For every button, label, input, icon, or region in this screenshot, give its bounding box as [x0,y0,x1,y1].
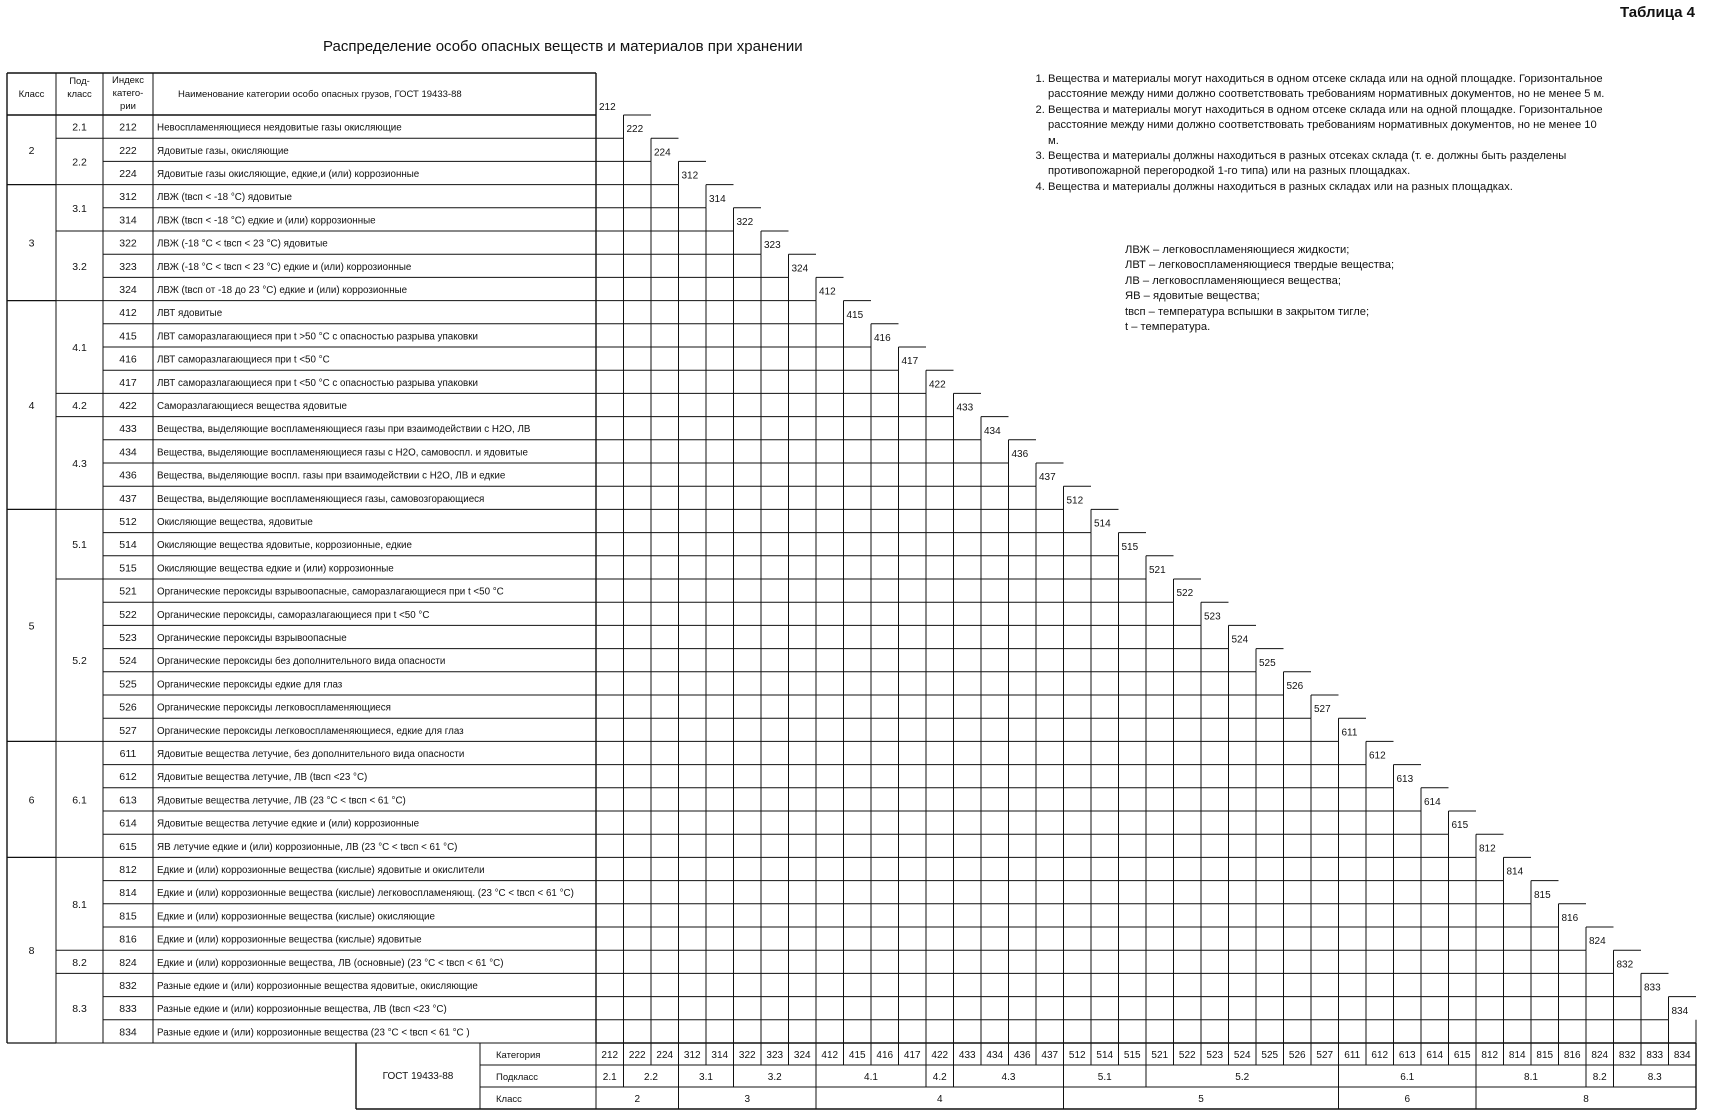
matrix-code-label: 614 [1424,797,1441,808]
footer-category-code: 415 [848,1050,866,1061]
class-label: 3 [28,237,35,250]
category-name: Органические пероксиды легковоспламеняющиеся, едкие для глаз [157,725,464,737]
footer-class-value: 5 [1198,1094,1204,1105]
category-name: ЛВЖ (-18 °С < tвсп < 23 °С) ядовитые [157,238,328,250]
footer-category-code: 323 [766,1050,784,1061]
category-index: 814 [119,887,137,900]
footer-subclass-value: 8.2 [1592,1072,1607,1083]
header-subclass: Под- [69,76,90,87]
category-name: Органические пероксиды взрывоопасные [157,633,347,644]
category-name: Ядовитые газы окисляющие, едкие,и (или) коррозионные [157,169,420,180]
matrix-code-label: 224 [654,147,671,159]
footer-class-label: Класс [496,1094,522,1105]
category-index: 523 [119,632,137,644]
legend-item: ЛВТ – легковоспламеняющиеся твердые вещества; [1125,259,1395,272]
footer-category-code: 514 [1096,1050,1114,1061]
category-index: 314 [119,214,137,227]
category-index: 815 [119,910,137,923]
subclass-label: 8.3 [72,1003,87,1016]
subclass-label: 4.2 [72,400,87,412]
footer-category-code: 815 [1536,1050,1554,1061]
footer-subclass-value: 2.2 [644,1072,658,1083]
category-index: 834 [119,1026,137,1039]
category-index: 524 [119,655,137,668]
header-index: Индекс [112,75,144,86]
note-item: 4. Вещества и материалы должны находиться в разных складах или на разных площадках. [1048,180,1610,195]
notes-block [1030,72,1610,195]
subclass-label: 6.1 [72,794,87,807]
category-name: ЛВТ саморазлагающиеся при t >50 °С с опасностью разрыва упаковки [157,331,479,343]
category-name: ЛВТ саморазлагающиеся при t <50 °С [157,354,330,366]
category-index: 613 [119,794,137,807]
footer-category-code: 832 [1618,1050,1636,1061]
category-index: 833 [119,1003,137,1016]
matrix-code-label: 416 [874,333,891,344]
category-index: 212 [119,121,137,134]
footer-category-label: Категория [496,1050,541,1061]
category-index: 816 [119,933,137,946]
footer-category-code: 436 [1013,1050,1031,1061]
footer-category-code: 524 [1233,1050,1251,1061]
matrix-code-label: 514 [1094,518,1111,530]
footer-category-code: 611 [1344,1050,1361,1061]
category-name: Саморазлагающиеся вещества ядовитые [157,401,347,412]
category-name: ЛВЖ (-18 °С < tвсп < 23 °С) едкие и (или) коррозионные [157,261,412,273]
matrix-code-label: 615 [1451,820,1469,832]
matrix-code-label: 212 [599,102,616,113]
category-name: Органические пероксиды без дополнительного вида опасности [157,656,446,668]
category-name: Вещества, выделяющие воспл. газы при взаимодействии с H2O, ЛВ и едкие [157,470,506,482]
category-index: 812 [119,864,137,876]
category-name: Разные едкие и (или) коррозионные вещества ядовитые, окисляющие [157,981,478,992]
footer-category-code: 614 [1426,1050,1444,1061]
header-subclass: класс [67,89,92,100]
matrix-code-label: 833 [1644,982,1661,994]
matrix-code-label: 527 [1314,704,1331,716]
matrix-code-label: 412 [819,286,836,298]
category-name: ЛВТ саморазлагающиеся при t <50 °С с опасностью разрыва упаковки [157,377,479,389]
footer-subclass-value: 5.2 [1235,1072,1250,1083]
category-name: Едкие и (или) коррозионные вещества, ЛВ (основные) (23 °С < tвсп < 61 °С) [157,957,504,969]
matrix-code-label: 324 [791,263,809,275]
category-name: Ядовитые газы, окисляющие [157,145,289,157]
category-name: Ядовитые вещества летучие едкие и (или) коррозионные [157,818,420,830]
footer-subclass-value: 5.1 [1097,1072,1112,1083]
category-name: Окисляющие вещества ядовитые, коррозионные, едкие [157,540,412,552]
footer-category-code: 526 [1288,1050,1306,1061]
footer-subclass-value: 8.1 [1524,1072,1538,1083]
footer-category-code: 422 [931,1050,949,1061]
category-name: Вещества, выделяющие воспламеняющиеся газы, самовозгорающиеся [157,493,485,505]
category-index: 324 [119,284,137,296]
class-label: 5 [28,620,35,633]
matrix-code-label: 522 [1176,588,1194,600]
matrix-code-label: 515 [1121,541,1139,553]
footer-category-code: 615 [1453,1050,1471,1061]
legend-item: ЛВЖ – легковоспламеняющиеся жидкости; [1125,244,1350,256]
footer-category-code: 437 [1041,1050,1059,1061]
footer-category-code: 324 [793,1050,811,1061]
legend-item: ЯВ – ядовитые вещества; [1125,290,1260,303]
footer-category-code: 416 [876,1050,894,1061]
category-name: Органические пероксиды взрывоопасные, саморазлагающиеся при t <50 °С [157,586,504,598]
abbreviation-legend [1125,243,1394,335]
category-name: Вещества, выделяющие воспламеняющиеся газы с H2O, самовоспл. и ядовитые [157,447,528,459]
matrix-code-label: 312 [681,170,699,182]
matrix-code-label: 812 [1479,843,1496,855]
footer-category-code: 612 [1371,1050,1389,1061]
category-index: 832 [119,980,137,992]
matrix-code-label: 434 [984,425,1001,437]
subclass-label: 3.1 [72,202,87,215]
category-index: 417 [119,376,137,389]
category-index: 526 [119,701,137,714]
subclass-label: 2.2 [72,156,87,169]
category-name: Едкие и (или) коррозионные вещества (кислые) окисляющие [157,911,435,923]
category-name: Невоспламеняющиеся неядовитые газы окисляющие [157,122,402,134]
footer-category-code: 512 [1068,1050,1086,1061]
footer-gost: ГОСТ 19433-88 [382,1071,454,1082]
subclass-label: 8.1 [72,898,87,911]
subclass-label: 2.1 [72,121,87,134]
subclass-label: 4.1 [72,342,87,354]
category-index: 422 [119,400,137,412]
matrix-code-label: 815 [1534,889,1551,901]
category-index: 437 [119,492,137,505]
matrix-code-label: 512 [1066,495,1084,507]
matrix-code-label: 816 [1561,913,1579,924]
category-index: 312 [119,191,137,204]
category-name: Органические пероксиды едкие для глаз [157,679,343,691]
matrix-code-label: 832 [1616,959,1634,971]
category-index: 611 [119,748,137,760]
category-name: Разные едкие и (или) коррозионные вещества (23 °С < tвсп < 61 °С ) [157,1027,470,1039]
subclass-label: 5.1 [72,539,87,552]
category-index: 615 [119,840,137,853]
category-index: 412 [119,307,137,320]
footer-category-code: 314 [711,1050,729,1061]
footer-subclass-value: 3.1 [699,1072,713,1083]
matrix-code-label: 417 [901,356,919,368]
footer-category-code: 412 [821,1050,839,1061]
footer-category-code: 613 [1398,1050,1416,1061]
table-number-label: Таблица 4 [1620,4,1696,21]
subclass-label: 5.2 [72,655,87,668]
footer-class-value: 3 [744,1094,751,1105]
matrix-code-label: 222 [626,124,644,136]
category-index: 222 [119,144,137,157]
footer-subclass-value: 8.3 [1647,1072,1662,1083]
class-label: 8 [28,945,35,958]
footer-category-code: 523 [1206,1050,1224,1061]
category-name: Окисляющие вещества, ядовитые [157,517,313,528]
category-name: Ядовитые вещества летучие, без дополнительного вида опасности [157,749,465,760]
footer-category-code: 521 [1151,1050,1169,1061]
header-class: Класс [18,89,45,100]
footer-category-code: 322 [738,1050,756,1061]
matrix-code-label: 314 [709,193,726,205]
footer-category-code: 522 [1178,1050,1196,1061]
footer-category-code: 224 [656,1050,674,1061]
footer-subclass-value: 2.1 [602,1072,617,1083]
category-name: Разные едкие и (или) коррозионные вещества, ЛВ (tвсп <23 °С) [157,1004,447,1016]
matrix-code-label: 524 [1231,634,1249,646]
footer-category-code: 816 [1563,1050,1581,1061]
matrix-code-label: 834 [1671,1005,1689,1017]
category-index: 323 [119,260,137,273]
category-name: ЯВ летучие едкие и (или) коррозионные, ЛВ (23 °С < tвсп < 61 °С) [157,841,458,853]
category-index: 824 [119,956,137,969]
class-label: 6 [28,794,35,807]
subclass-label: 3.2 [72,260,87,273]
note-item: 1. Вещества и материалы могут находиться в одном отсеке склада или на одной площадке. Горизонтальное расстояние между ними должно соответствовать требованиям нормативных документов, но не менее 5 м. [1048,72,1610,103]
category-name: Окисляющие вещества едкие и (или) коррозионные [157,563,394,575]
category-name: Едкие и (или) коррозионные вещества (кислые) ядовитые и окислители [157,865,485,876]
subclass-label: 4.3 [72,458,87,470]
matrix-code-label: 613 [1396,773,1414,785]
category-index: 527 [119,724,137,737]
matrix-code-label: 526 [1286,681,1304,692]
footer-category-code: 812 [1481,1050,1499,1061]
category-name: Вещества, выделяющие воспламеняющиеся газы при взаимодействии с H2O, ЛВ [157,424,531,436]
category-index: 512 [119,516,137,528]
class-label: 2 [28,144,35,157]
category-index: 614 [119,817,137,830]
footer-category-code: 525 [1261,1050,1279,1061]
category-index: 322 [119,237,137,250]
category-index: 436 [119,469,137,482]
category-name: Ядовитые вещества летучие, ЛВ (tвсп <23 °С) [157,772,368,784]
matrix-code-label: 523 [1204,611,1221,623]
matrix-code-label: 814 [1506,866,1524,878]
document-title: Распределение особо опасных веществ и материалов при хранении [323,38,803,55]
matrix-code-label: 323 [764,240,781,252]
matrix-code-label: 415 [846,309,864,321]
footer-class-value: 6 [1404,1094,1411,1105]
category-name: Едкие и (или) коррозионные вещества (кислые) легковоспламеняющ. (23 °С < tвсп < 61 °С) [157,888,574,900]
legend-item: t – температура. [1125,321,1211,334]
header-index: катего- [112,88,144,99]
matrix-code-label: 437 [1039,472,1056,484]
footer-category-code: 824 [1591,1050,1609,1061]
note-item: 3. Вещества и материалы должны находиться в разных отсеках склада (т. е. должны быть разделены противопожарной перегородкой 1-го типа) или на разных площадках. [1048,149,1610,180]
footer-category-code: 814 [1508,1050,1526,1061]
category-index: 612 [119,771,137,784]
footer-category-code: 417 [903,1050,921,1061]
category-index: 224 [119,168,137,180]
matrix-code-label: 611 [1341,727,1358,739]
matrix-code-label: 322 [736,217,754,228]
legend-item: tвсп – температура вспышки в закрытом тигле; [1125,305,1370,318]
footer-subclass-value: 3.2 [767,1072,782,1083]
footer-subclass-value: 4.3 [1001,1072,1016,1083]
category-name: ЛВТ ядовитые [157,308,223,320]
category-index: 434 [119,446,137,459]
footer-category-code: 212 [601,1050,619,1061]
category-index: 522 [119,608,137,621]
matrix-code-label: 422 [929,379,946,391]
footer-category-code: 527 [1316,1050,1334,1061]
matrix-code-label: 525 [1259,657,1276,669]
matrix-code-label: 521 [1149,565,1166,576]
footer-class-value: 2 [634,1094,641,1105]
footer-category-code: 434 [986,1050,1004,1061]
matrix-code-label: 612 [1369,750,1386,762]
category-index: 521 [119,585,137,598]
category-index: 525 [119,678,137,691]
footer-subclass-value: 4.1 [864,1072,878,1083]
legend-item: ЛВ – легковоспламеняющиеся вещества; [1125,274,1341,287]
footer-category-code: 222 [628,1050,646,1061]
footer-class-value: 4 [936,1094,943,1105]
footer-class-value: 8 [1583,1094,1589,1105]
note-item: 2. Вещества и материалы могут находиться в одном отсеке склада или на одной площадке. Горизонтальное расстояние между ними должно соответствовать требованиям нормативных документов, но не менее 10 м. [1048,103,1610,149]
category-name: ЛВЖ (tвсп < -18 °С) ядовитые [157,192,292,204]
subclass-label: 8.2 [72,956,87,969]
footer-category-code: 833 [1646,1050,1664,1061]
category-name: Органические пероксиды легковоспламеняющиеся [157,702,391,714]
category-index: 415 [119,330,137,343]
category-name: ЛВЖ (tвсп < -18 °С) едкие и (или) коррозионные [157,215,376,227]
category-name: Едкие и (или) коррозионные вещества (кислые) ядовитые [157,934,422,946]
matrix-code-label: 436 [1011,449,1029,460]
footer-category-code: 433 [958,1050,976,1061]
footer-subclass-value: 4.2 [932,1072,947,1083]
header-name: Наименование категории особо опасных грузов, ГОСТ 19433-88 [178,89,462,100]
header-index: рии [120,101,136,112]
category-index: 515 [119,562,137,575]
category-name: ЛВЖ (tвсп от -18 до 23 °С) едкие и (или) коррозионные [157,285,408,296]
footer-subclass-value: 6.1 [1400,1072,1415,1083]
category-index: 416 [119,353,137,366]
category-name: Органические пероксиды, саморазлагающиеся при t <50 °С [157,609,430,621]
footer-category-code: 312 [683,1050,701,1061]
footer-subclass-label: Подкласс [496,1072,539,1083]
category-index: 514 [119,539,137,552]
class-label: 4 [28,400,35,412]
footer-category-code: 834 [1673,1050,1691,1061]
category-name: Ядовитые вещества летучие, ЛВ (23 °С < tвсп < 61 °С) [157,795,406,807]
category-index: 433 [119,423,137,436]
footer-category-code: 515 [1123,1050,1141,1061]
matrix-code-label: 433 [956,402,974,414]
matrix-code-label: 824 [1589,936,1606,948]
